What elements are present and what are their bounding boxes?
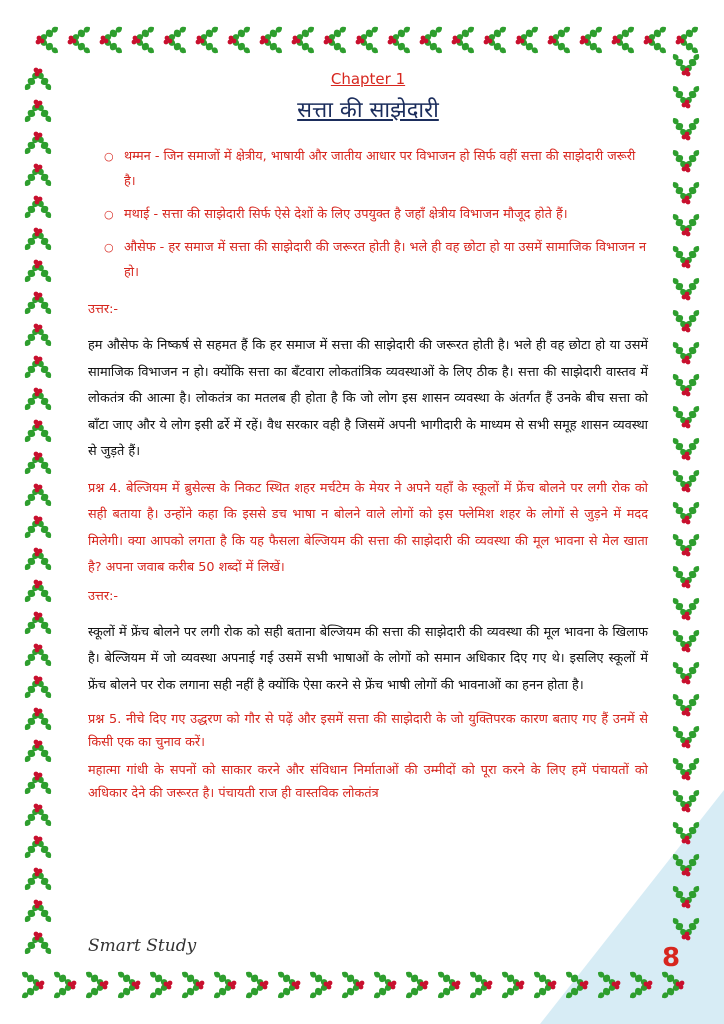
holly-leaf-icon [670,372,702,397]
holly-leaf-icon [670,628,702,653]
holly-leaf-icon [548,24,573,56]
holly-leaf-icon [670,820,702,845]
holly-leaf-icon [22,356,54,381]
holly-leaf-icon [580,24,605,56]
holly-leaf-icon [670,52,702,77]
holly-leaf-icon [372,969,397,1001]
holly-leaf-icon [644,24,669,56]
circle-bullet-icon: ○ [104,208,114,221]
holly-leaf-icon [670,532,702,557]
holly-leaf-icon [670,308,702,333]
holly-leaf-icon [532,969,557,1001]
holly-leaf-icon [22,740,54,765]
holly-leaf-icon [22,932,54,957]
holly-leaf-icon [212,969,237,1001]
answer-text: स्कूलों में फ्रेंच बोलने पर लगी रोक को सही बताना बेल्जियम की सत्ता की साझेदारी की व्यवस्था की मूल भावना के खिलाफ है। बेल्जियम में जो व्यवस्था अपनाई गई उसमें सभी भाषाओं के लोगों को समान अधिकार दिए गए थे। इसलिए स्कूलों में फ्रेंच बोलने पर रोक लगाना सही नहीं है क्योंकि ऐसा करने से फ्रेंच भाषी लोगों की भावनाओं का हनन होता है। [88,624,648,693]
answer-text: हम औसेफ के निष्कर्ष से सहमत हैं कि हर समाज में सत्ता की साझेदारी की जरूरत होती है। भले ही वह छोटा हो या उसमें सामाजिक विभाजन न हो। क्योंकि सत्ता का बँटवारा लोकतांत्रिक व्यवस्थाओं के लिए ठीक है। सत्ता की साझेदारी वास्तव में लोकतंत्र की आत्मा है। लोकतंत्र का मतलब ही होता है कि जो लोग इस शासन व्यवस्था के अंतर्गत हैं उनके बीच सत्ता को बाँटा जाए और ये लोग इसी ढर्रे में रहें। वैध सरकार वही है जिसमें अपनी भागीदारी के माध्यम से सभी समूह शासन व्यवस्था से जुड़ते हैं। [88,338,648,459]
brand-logo: Smart Study [88,936,197,956]
holly-leaf-icon [420,24,445,56]
answer-label: उत्तर:- [88,588,119,604]
holly-leaf-icon [670,340,702,365]
holly-leaf-icon [356,24,381,56]
holly-leaf-icon [670,756,702,781]
page-title: सत्ता की साझेदारी [297,98,439,123]
holly-leaf-icon [670,724,702,749]
holly-leaf-icon [22,100,54,125]
question-4: प्रश्न 4. बेल्जियम में ब्रुसेल्स के निकट स्थित शहर मर्चटेम के मेयर ने अपने यहाँ के स्कूलों में फ्रेंच बोलने पर लगी रोक को सही बताया है। उन्होंने कहा कि इससे डच भाषा न बोलने वाले लोगों को इस फ्लेमिश शहर के लोगों से जुड़ने में मदद मिलेगी। क्या आपको लगता है कि यह फैसला बेल्जियम की सत्ता की साझेदारी की व्यवस्था की मूल भावना से मेल खाता है? अपना जवाब करीब 50 शब्दों में लिखें। [88,480,648,575]
holly-leaf-icon [324,24,349,56]
holly-leaf-icon [468,969,493,1001]
holly-leaf-icon [260,24,285,56]
holly-leaf-icon [388,24,413,56]
holly-leaf-icon [596,969,621,1001]
holly-leaf-icon [22,708,54,733]
answer-label: उत्तर:- [88,302,119,317]
holly-leaf-icon [22,420,54,445]
holly-leaf-icon [292,24,317,56]
holly-leaf-icon [670,788,702,813]
holly-leaf-icon [676,24,701,56]
page-number: 8 [662,943,681,973]
holly-leaf-icon [340,969,365,1001]
holly-leaf-icon [164,24,189,56]
holly-leaf-icon [148,969,173,1001]
holly-leaf-icon [670,660,702,685]
holly-leaf-icon [22,68,54,93]
list-item: ○ थम्मन - जिन समाजों में क्षेत्रीय, भाषायी और जातीय आधार पर विभाजन हो सिर्फ वहीं सत्ता की साझेदारी जरूरी है। [104,144,648,194]
holly-leaf-icon [22,644,54,669]
holly-leaf-icon [22,164,54,189]
holly-leaf-icon [404,969,429,1001]
holly-leaf-icon [670,852,702,877]
holly-leaf-icon [180,969,205,1001]
holly-leaf-icon [670,180,702,205]
holly-leaf-icon [132,24,157,56]
holly-leaf-icon [22,324,54,349]
holly-leaf-icon [22,452,54,477]
holly-leaf-icon [670,84,702,109]
list-item: ○ औसेफ - हर समाज में सत्ता की साझेदारी की जरूरत होती है। भले ही वह छोटा हो या उसमें सामाजिक विभाजन न हो। [104,235,648,285]
holly-leaf-icon [484,24,509,56]
holly-leaf-icon [22,196,54,221]
holly-leaf-icon [22,900,54,925]
holly-leaf-icon [670,436,702,461]
holly-leaf-icon [670,500,702,525]
holly-leaf-icon [670,468,702,493]
holly-leaf-icon [516,24,541,56]
holly-leaf-icon [116,969,141,1001]
holly-leaf-icon [670,564,702,589]
holly-leaf-icon [452,24,477,56]
holly-leaf-icon [22,388,54,413]
holly-leaf-icon [52,969,77,1001]
holly-leaf-icon [436,969,461,1001]
holly-leaf-icon [670,148,702,173]
holly-leaf-icon [22,516,54,541]
holly-leaf-icon [22,868,54,893]
holly-leaf-icon [22,772,54,797]
holly-leaf-icon [22,612,54,637]
holly-leaf-icon [628,969,653,1001]
holly-leaf-icon [22,484,54,509]
holly-leaf-icon [670,404,702,429]
holly-leaf-icon [276,969,301,1001]
holly-leaf-icon [22,132,54,157]
holly-leaf-icon [20,969,45,1001]
holly-leaf-icon [564,969,589,1001]
holly-leaf-icon [670,916,702,941]
holly-leaf-icon [670,596,702,621]
holly-leaf-icon [670,244,702,269]
holly-leaf-icon [22,580,54,605]
holly-leaf-icon [612,24,637,56]
holly-leaf-icon [660,969,685,1001]
holly-leaf-icon [670,212,702,237]
holly-leaf-icon [22,548,54,573]
holly-leaf-icon [670,276,702,301]
holly-leaf-icon [670,692,702,717]
holly-leaf-icon [84,969,109,1001]
circle-bullet-icon: ○ [104,241,114,254]
page-content [88,70,648,805]
holly-leaf-icon [196,24,221,56]
chapter-label: Chapter 1 [330,70,406,88]
holly-leaf-icon [36,24,61,56]
question-5: प्रश्न 5. नीचे दिए गए उद्धरण को गौर से पढ़ें और इसमें सत्ता की साझेदारी के जो युक्तिपरक कारण बताए गए हैं उनमें से किसी एक का चुनाव करें। [88,712,648,750]
holly-leaf-icon [670,116,702,141]
holly-leaf-icon [308,969,333,1001]
holly-leaf-icon [100,24,125,56]
opinion-list [104,144,648,285]
holly-leaf-icon [228,24,253,56]
holly-leaf-icon [22,804,54,829]
circle-bullet-icon: ○ [104,150,114,163]
holly-leaf-icon [22,260,54,285]
holly-leaf-icon [22,292,54,317]
holly-leaf-icon [22,836,54,861]
question-5-quote: महात्मा गांधी के सपनों को साकार करने और संविधान निर्माताओं की उम्मीदों को पूरा करने के लिए हमें पंचायतों को अधिकार देने की जरूरत है। पंचायती राज ही वास्तविक लोकतंत्र [88,763,648,801]
holly-leaf-icon [244,969,269,1001]
holly-leaf-icon [22,228,54,253]
list-item: ○ मथाई - सत्ता की साझेदारी सिर्फ ऐसे देशों के लिए उपयुक्त है जहाँ क्षेत्रीय विभाजन मौजूद होते हैं। [104,202,648,227]
holly-leaf-icon [68,24,93,56]
holly-leaf-icon [22,676,54,701]
holly-leaf-icon [500,969,525,1001]
holly-leaf-icon [670,884,702,909]
